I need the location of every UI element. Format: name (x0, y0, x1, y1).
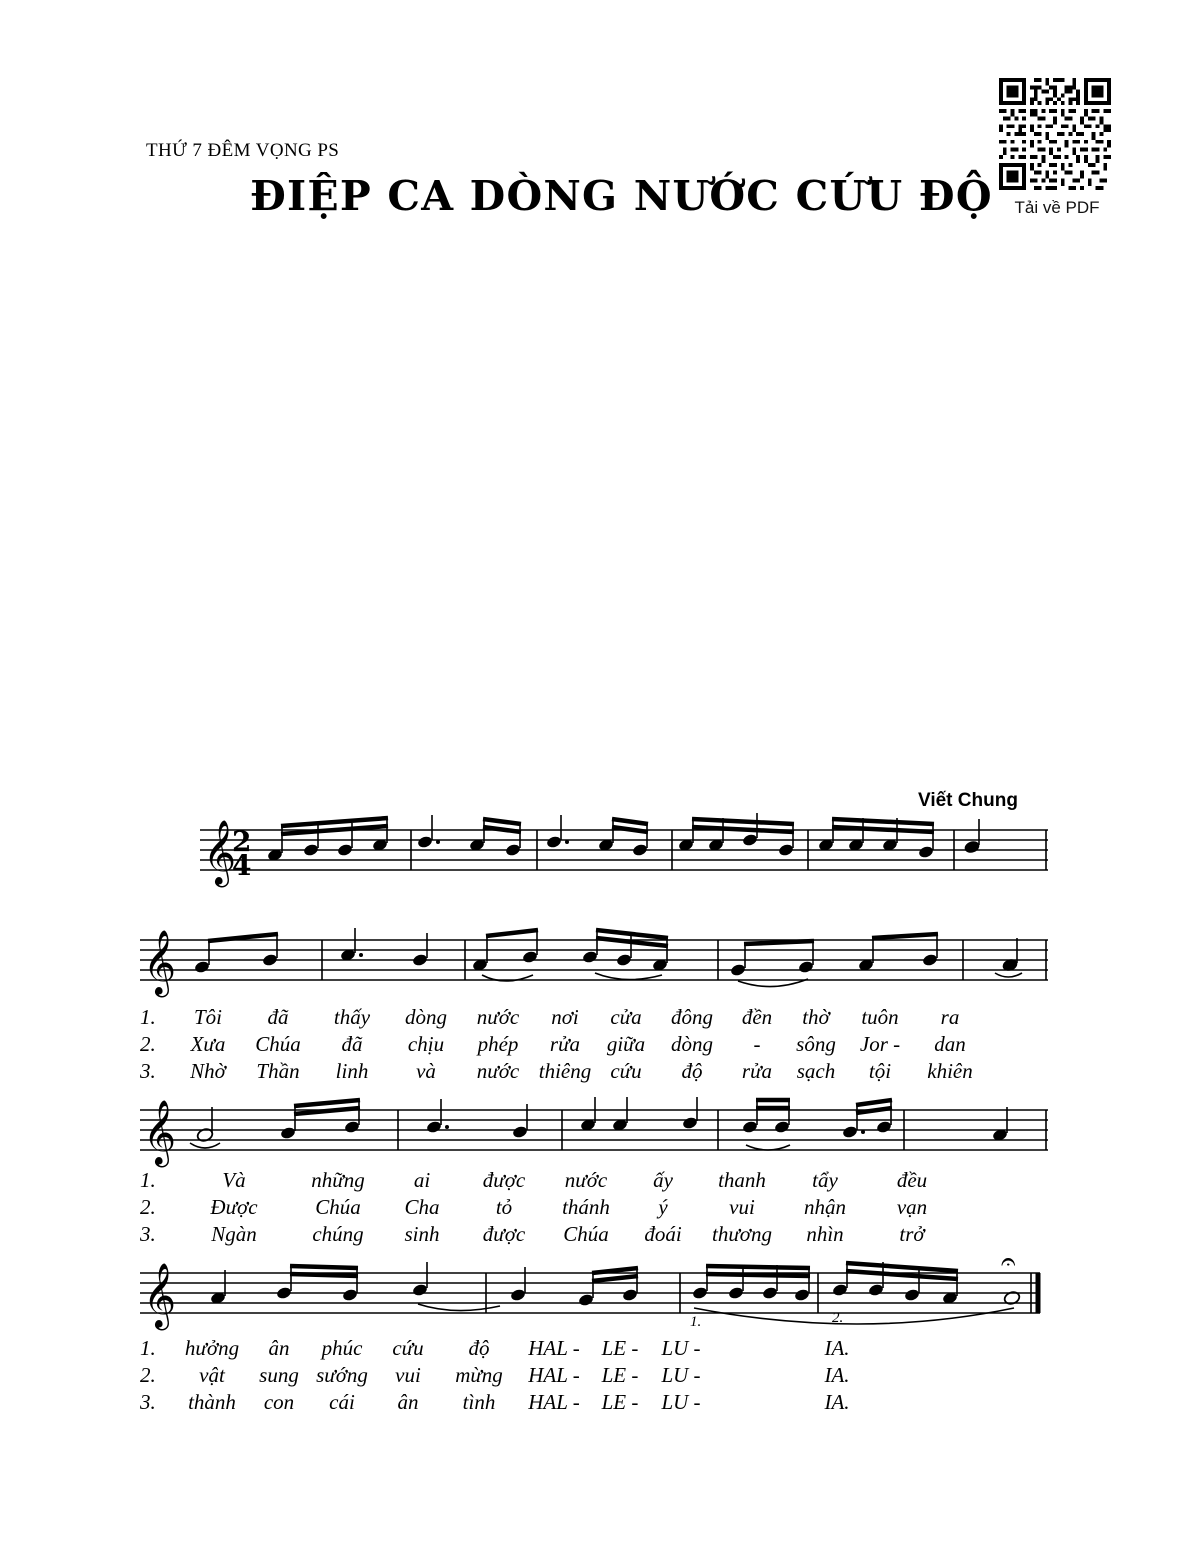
lyric-syllable: HAL - (528, 1390, 580, 1414)
lyric-syllable: đoái (644, 1222, 682, 1246)
lyric-line (140, 1005, 986, 1032)
svg-text:1.: 1. (690, 1314, 702, 1330)
lyric-syllable: ai (413, 1168, 431, 1192)
lyric-line (140, 1168, 958, 1195)
lyric-syllable: tẩy (812, 1168, 838, 1192)
treble-clef-icon: 𝄞 (203, 820, 237, 885)
lyric-syllable: đông (671, 1005, 713, 1029)
treble-clef-icon: 𝄞 (143, 930, 177, 995)
lyric-syllable: độ (468, 1336, 490, 1360)
lyric-syllable: Chúa (563, 1222, 609, 1246)
lyric-line (140, 1032, 986, 1059)
verse-number: 1. (140, 1336, 156, 1360)
lyric-syllable: Xưa (190, 1032, 226, 1056)
lyric-syllable: LU - (661, 1363, 701, 1387)
lyric-syllable: Thần (256, 1059, 300, 1083)
lyric-syllable: ân (397, 1390, 419, 1414)
lyric-syllable: nước (476, 1005, 520, 1029)
verse-number: 1. (140, 1168, 156, 1192)
lyric-syllable: vui (395, 1363, 421, 1387)
qr-code-icon[interactable] (999, 78, 1111, 190)
lyric-syllable: đã (341, 1032, 363, 1056)
lyric-syllable: LU - (661, 1336, 701, 1360)
lyric-syllable: vật (199, 1363, 225, 1387)
lyric-syllable: thờ (802, 1005, 830, 1029)
lyric-syllable: và (416, 1059, 436, 1083)
lyric-syllable: phép (477, 1032, 519, 1056)
lyric-syllable: sạch (796, 1059, 836, 1083)
lyric-syllable: nước (564, 1168, 608, 1192)
lyric-syllable: ý (658, 1195, 668, 1219)
lyric-syllable: tuôn (861, 1005, 899, 1029)
lyric-syllable: khiên (927, 1059, 973, 1083)
lyric-syllable: Chúa (255, 1032, 301, 1056)
svg-text:2.: 2. (832, 1310, 844, 1326)
lyric-syllable: Ngàn (211, 1222, 257, 1246)
lyric-syllable: IA. (824, 1390, 850, 1414)
verse-number: 3. (140, 1222, 156, 1246)
occasion-label: THỨ 7 ĐÊM VỌNG PS (146, 140, 340, 161)
lyric-syllable: ra (940, 1005, 960, 1029)
lyrics-block-3 (140, 1336, 962, 1417)
lyric-syllable: cứu (392, 1336, 424, 1360)
verse-number: 1. (140, 1005, 156, 1029)
lyrics-block-2 (140, 1168, 958, 1249)
lyric-syllable: đã (267, 1005, 289, 1029)
lyric-syllable: dòng (671, 1032, 713, 1056)
svg-text:4: 4 (232, 849, 252, 882)
lyric-syllable: vạn (896, 1195, 928, 1219)
lyric-syllable: Nhờ (190, 1059, 226, 1083)
lyric-syllable: sông (796, 1032, 836, 1056)
lyric-syllable: giữa (606, 1032, 646, 1056)
lyric-syllable: LE - (601, 1363, 639, 1387)
lyric-syllable: ân (268, 1336, 290, 1360)
lyric-syllable: LU - (661, 1390, 701, 1414)
lyric-syllable: thương (712, 1222, 772, 1246)
lyric-syllable: LE - (601, 1390, 639, 1414)
lyric-syllable: nước (476, 1059, 520, 1083)
treble-clef-icon: 𝄞 (143, 1263, 177, 1328)
lyric-syllable: Và (222, 1168, 246, 1192)
lyric-syllable: rửa (549, 1032, 581, 1056)
lyric-syllable: Cha (404, 1195, 440, 1219)
lyric-line (140, 1195, 958, 1222)
lyric-syllable: mừng (455, 1363, 503, 1387)
lyric-syllable: thánh (562, 1195, 610, 1219)
lyric-syllable: phúc (321, 1336, 363, 1360)
music-staff-system-1 (0, 805, 1200, 915)
lyric-syllable: trở (899, 1222, 925, 1246)
lyric-syllable: HAL - (528, 1363, 580, 1387)
lyric-syllable: dòng (405, 1005, 447, 1029)
lyric-syllable: được (482, 1168, 526, 1192)
lyric-syllable: sinh (404, 1222, 440, 1246)
lyric-line (140, 1059, 986, 1086)
lyric-syllable: tỏ (495, 1195, 513, 1219)
lyric-syllable: cái (329, 1390, 355, 1414)
lyric-syllable: được (482, 1222, 526, 1246)
lyric-syllable: tình (462, 1390, 496, 1414)
lyric-line (140, 1336, 962, 1363)
lyric-syllable: sướng (316, 1363, 368, 1387)
verse-number: 3. (140, 1390, 156, 1414)
treble-clef-icon: 𝄞 (143, 1100, 177, 1165)
lyric-line (140, 1363, 962, 1390)
lyric-syllable: đền (741, 1005, 773, 1029)
lyric-syllable: thanh (718, 1168, 766, 1192)
lyrics-block-1 (140, 1005, 986, 1086)
lyric-syllable: - (753, 1032, 761, 1056)
lyric-syllable: Tôi (193, 1005, 222, 1029)
lyric-syllable: IA. (824, 1363, 850, 1387)
verse-number: 2. (140, 1032, 156, 1056)
lyric-syllable: nơi (551, 1005, 579, 1029)
lyric-syllable: những (311, 1168, 365, 1192)
lyric-syllable: chúng (312, 1222, 364, 1246)
lyric-syllable: LE - (601, 1336, 639, 1360)
lyric-syllable: thấy (333, 1005, 371, 1029)
lyric-syllable: tội (868, 1059, 892, 1083)
composer-label: Viết Chung (918, 790, 1018, 811)
lyric-syllable: rửa (741, 1059, 773, 1083)
lyric-syllable: độ (681, 1059, 703, 1083)
verse-number: 3. (140, 1059, 156, 1083)
lyric-syllable: con (263, 1390, 295, 1414)
lyric-syllable: dan (934, 1032, 966, 1056)
lyric-syllable: cứu (610, 1059, 642, 1083)
lyric-syllable: ấy (653, 1168, 673, 1192)
lyric-syllable: chịu (407, 1032, 445, 1056)
lyric-syllable: vui (729, 1195, 755, 1219)
lyric-syllable: nhận (804, 1195, 846, 1219)
lyric-syllable: cửa (610, 1005, 642, 1029)
svg-text:2: 2 (232, 825, 252, 858)
lyric-syllable: nhìn (806, 1222, 844, 1246)
lyric-line (140, 1390, 962, 1417)
lyric-syllable: đều (896, 1168, 928, 1192)
lyric-syllable: thành (188, 1390, 236, 1414)
lyric-syllable: linh (335, 1059, 369, 1083)
lyric-syllable: Chúa (315, 1195, 361, 1219)
lyric-syllable: Được (210, 1195, 258, 1219)
lyric-syllable: hưởng (184, 1336, 240, 1360)
lyric-syllable: IA. (824, 1336, 850, 1360)
fermata-icon: 𝄐 (1001, 1248, 1016, 1277)
verse-number: 2. (140, 1195, 156, 1219)
lyric-syllable: thiêng (538, 1059, 592, 1083)
download-pdf-caption[interactable]: Tải về PDF (1014, 198, 1100, 217)
page-title: ĐIỆP CA DÒNG NƯỚC CỨU ĐỘ (250, 172, 993, 220)
verse-number: 2. (140, 1363, 156, 1387)
lyric-syllable: sung (259, 1363, 299, 1387)
lyric-syllable: HAL - (528, 1336, 580, 1360)
lyric-line (140, 1222, 958, 1249)
lyric-syllable: Jor - (859, 1032, 901, 1056)
